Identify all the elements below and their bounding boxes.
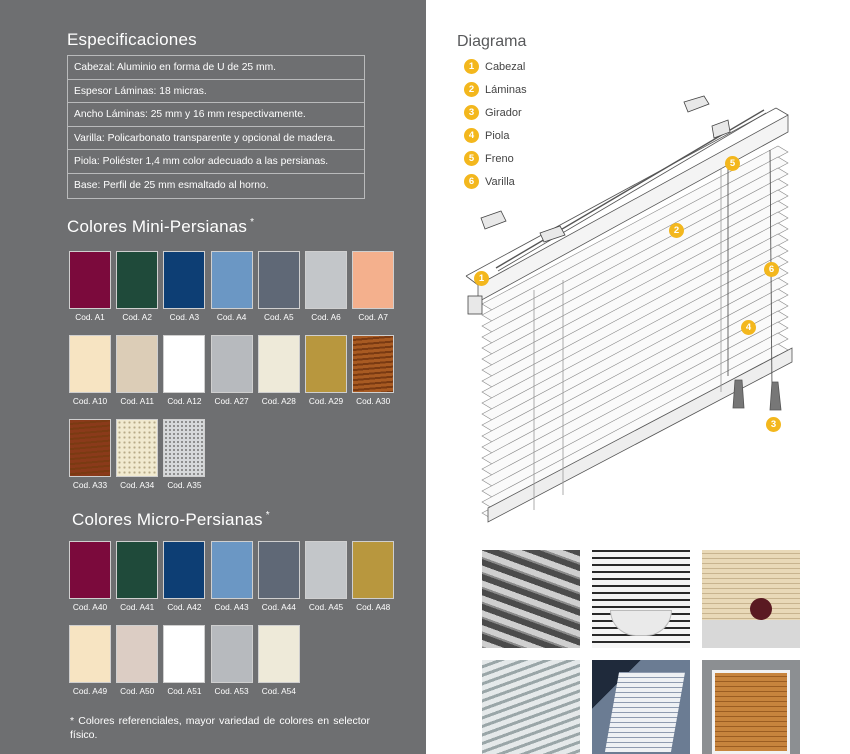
color-swatch [116,251,158,322]
callout-piola: 4 [741,320,756,335]
color-swatch [69,541,111,612]
swatch-color-box [116,251,158,309]
color-swatch [258,335,300,406]
blind-exploded-diagram [426,90,850,530]
photo-skylight-blind [592,660,690,754]
spec-row: Ancho Láminas: 25 mm y 16 mm respectivamente. [68,103,364,127]
photo-metal-slats [482,550,580,648]
photo-white-blinds-plant [592,550,690,648]
swatch-code-label: Cod. A6 [311,312,341,322]
swatch-color-box [305,541,347,599]
swatch-color-box [116,419,158,477]
swatch-code-label: Cod. A4 [216,312,247,322]
color-swatch [69,419,111,490]
color-swatch [163,419,205,490]
swatch-color-box [69,419,111,477]
swatch-code-label: Cod. A43 [214,602,249,612]
number-badge: 2 [464,82,479,97]
swatch-color-box [352,541,394,599]
number-badge: 4 [464,128,479,143]
swatch-code-label: Cod. A12 [167,396,202,406]
color-swatch [116,625,158,696]
asterisk: * [265,510,270,521]
swatch-code-label: Cod. A48 [356,602,391,612]
spec-row: Cabezal: Aluminio en forma de U de 25 mm. [68,56,364,80]
color-swatch [305,335,347,406]
diagram-title: Diagrama [457,33,527,50]
callout-cabezal: 1 [474,271,489,286]
swatch-code-label: Cod. A5 [264,312,294,322]
legend-item-cabezal [464,55,527,78]
swatch-color-box [163,541,205,599]
swatch-color-box [116,625,158,683]
number-badge: 1 [464,59,479,74]
swatch-color-box [211,335,253,393]
spec-row: Varilla: Policarbonato transparente y opcional de madera. [68,127,364,151]
photo-beige-blinds-vase [702,550,800,648]
swatch-code-label: Cod. A40 [72,602,108,612]
swatch-color-box [163,335,205,393]
swatch-code-label: Cod. A7 [358,312,388,322]
spec-row: Base: Perfil de 25 mm esmaltado al horno. [74,179,269,191]
photo-silver-slats [482,660,580,754]
number-badge: 3 [464,105,479,120]
swatch-color-box [352,251,394,309]
color-swatch [305,251,347,322]
swatch-color-box [69,541,111,599]
mini-blinds-colors-title [67,217,254,237]
color-swatch [211,335,253,406]
color-swatch [69,335,111,406]
spec-row: Piola: Poliéster 1,4 mm color adecuado a las persianas. [68,150,364,174]
color-swatch [116,335,158,406]
callout-varilla: 6 [764,262,779,277]
color-swatch [69,625,111,696]
micro-blinds-colors-title [72,510,270,530]
legend-label: Varilla [485,175,515,188]
swatch-color-box [258,251,300,309]
swatch-code-label: Cod. A50 [120,686,155,696]
swatch-color-box [352,335,394,393]
callout-freno: 5 [725,156,740,171]
callout-girador: 3 [766,417,781,432]
color-swatch [352,541,394,612]
color-swatch [305,541,347,612]
color-swatch [116,419,158,490]
swatch-code-label: Cod. A34 [120,480,155,490]
color-swatch [352,335,394,406]
number-badge: 6 [464,174,479,189]
number-badge: 5 [464,151,479,166]
swatch-code-label: Cod. A30 [356,396,391,406]
swatch-code-label: Cod. A49 [72,686,108,696]
swatch-code-label: Cod. A10 [72,396,108,406]
spec-row: Espesor Láminas: 18 micras. [68,80,364,104]
callout-laminas: 2 [669,223,684,238]
swatch-code-label: Cod. A35 [167,480,202,490]
color-swatch [211,251,253,322]
swatch-code-label: Cod. A51 [167,686,202,696]
swatch-code-label: Cod. A44 [261,602,296,612]
swatch-code-label: Cod. A54 [261,686,296,696]
color-swatch [258,541,300,612]
swatch-code-label: Cod. A27 [214,396,249,406]
color-swatch [211,541,253,612]
swatch-color-box [258,335,300,393]
swatch-code-label: Cod. A29 [308,396,344,406]
legend-label: Girador [485,106,522,119]
swatch-color-box [258,625,300,683]
swatch-code-label: Cod. A42 [167,602,202,612]
color-swatch [116,541,158,612]
photo-wood-blind-window [702,660,800,754]
mini-title-text: Colores Mini-Persianas [67,217,248,236]
micro-title-text: Colores Micro-Persianas [72,510,263,529]
swatch-color-box [305,335,347,393]
color-swatch [163,541,205,612]
asterisk: * [250,217,255,228]
swatch-color-box [211,541,253,599]
swatch-color-box [69,251,111,309]
swatch-code-label: Cod. A33 [72,480,108,490]
color-swatch [69,251,111,322]
color-swatch [258,625,300,696]
swatch-color-box [211,251,253,309]
swatch-color-box [163,625,205,683]
swatch-color-box [211,625,253,683]
swatch-code-label: Cod. A53 [214,686,249,696]
diagram-panel [426,0,850,754]
swatch-code-label: Cod. A3 [169,312,200,322]
specifications-table [67,55,365,199]
color-swatch [258,251,300,322]
color-swatch [211,625,253,696]
swatch-code-label: Cod. A1 [75,312,105,322]
color-swatch [163,625,205,696]
swatch-color-box [116,335,158,393]
color-swatch [163,335,205,406]
legend-label: Freno [485,152,514,165]
color-swatch [163,251,205,322]
swatch-color-box [163,419,205,477]
specifications-title: Especificaciones [67,30,197,49]
legend-label: Piola [485,129,510,142]
swatch-color-box [69,625,111,683]
footnote: * Colores referenciales, mayor variedad de colores en selector físico. [70,715,370,741]
swatch-code-label: Cod. A41 [120,602,155,612]
legend-label: Cabezal [485,60,526,73]
swatch-color-box [258,541,300,599]
swatch-color-box [116,541,158,599]
swatch-code-label: Cod. A45 [308,602,344,612]
swatch-color-box [305,251,347,309]
swatch-color-box [69,335,111,393]
swatch-code-label: Cod. A2 [122,312,152,322]
swatch-color-box [163,251,205,309]
swatch-code-label: Cod. A11 [120,396,154,406]
legend-label: Láminas [485,83,527,96]
color-swatch [352,251,394,322]
swatch-code-label: Cod. A28 [261,396,296,406]
